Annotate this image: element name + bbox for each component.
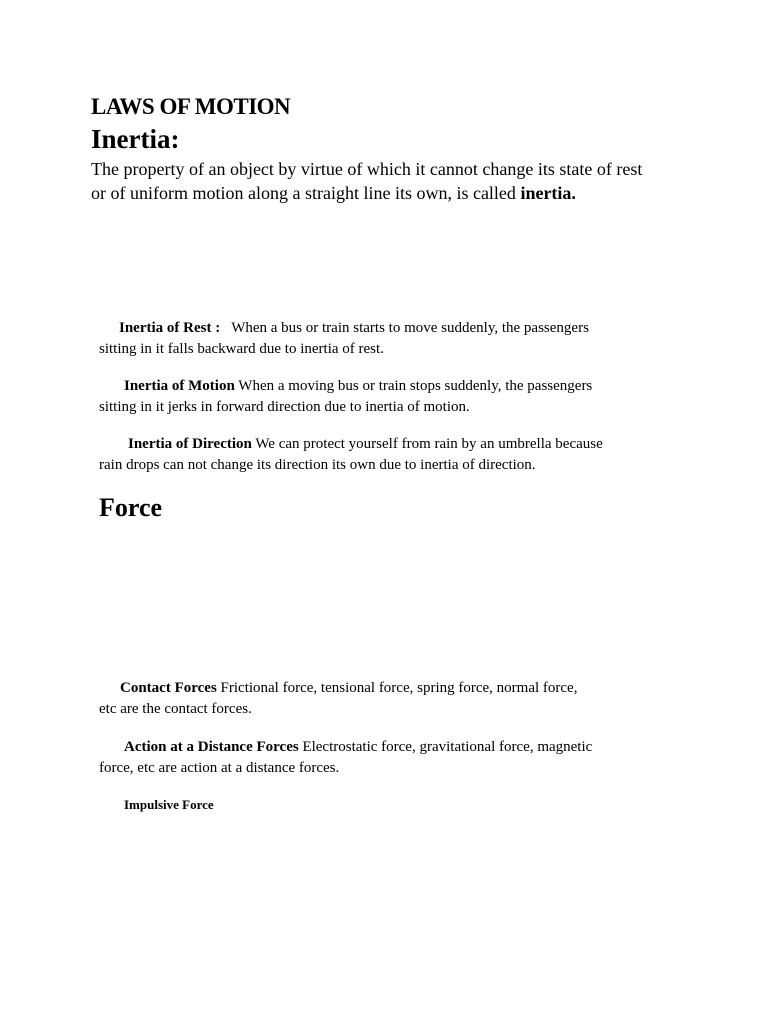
- entry-line-2: sitting in it falls backward due to inertia of rest.: [99, 341, 384, 357]
- entry-term: Inertia of Direction: [128, 436, 252, 452]
- contact-forces-entry: [99, 678, 577, 720]
- entry-text: Electrostatic force, gravitational force, magnetic: [298, 739, 593, 755]
- definition-line-1: The property of an object by virtue of which it cannot change its state of rest: [91, 159, 643, 179]
- definition-line-2: [91, 181, 691, 205]
- inertia-heading: Inertia:: [91, 124, 180, 154]
- entry-line-2: force, etc are action at a distance forces.: [99, 760, 340, 776]
- entry-term: Action at a Distance Forces: [124, 739, 299, 755]
- entry-line-2: etc are the contact forces.: [99, 701, 252, 717]
- document-title: LAWS OF MOTION: [91, 94, 291, 119]
- inertia-definition: [91, 157, 691, 205]
- entry-text: Frictional force, tensional force, spring force, normal force,: [216, 680, 578, 696]
- entry-line-2: sitting in it jerks in forward direction due to inertia of motion.: [99, 399, 470, 415]
- entry-term: Inertia of Motion: [124, 378, 235, 394]
- entry-text: When a moving bus or train stops suddenly, the passengers: [234, 378, 593, 394]
- inertia-of-rest-entry: [99, 318, 589, 360]
- entry-text: We can protect yourself from rain by an umbrella because: [251, 436, 603, 452]
- impulsive-force-heading: Impulsive Force: [124, 797, 214, 812]
- entry-term: Inertia of Rest :: [119, 320, 221, 336]
- inertia-of-motion-entry: [99, 376, 592, 418]
- entry-line-1: [99, 434, 603, 455]
- definition-term: inertia.: [520, 183, 576, 203]
- force-heading: Force: [99, 493, 163, 522]
- entry-line-1: [99, 678, 577, 699]
- entry-line-1: [99, 318, 589, 339]
- definition-line-2-text: or of uniform motion along a straight line its own, is called: [91, 183, 521, 203]
- entry-text: When a bus or train starts to move suddenly, the passengers: [220, 320, 589, 336]
- inertia-of-direction-entry: [99, 434, 603, 476]
- entry-term: Contact Forces: [120, 680, 217, 696]
- entry-line-1: [99, 376, 592, 397]
- entry-line-2: rain drops can not change its direction its own due to inertia of direction.: [99, 457, 536, 473]
- action-at-distance-forces-entry: [99, 737, 592, 779]
- entry-line-1: [99, 737, 592, 758]
